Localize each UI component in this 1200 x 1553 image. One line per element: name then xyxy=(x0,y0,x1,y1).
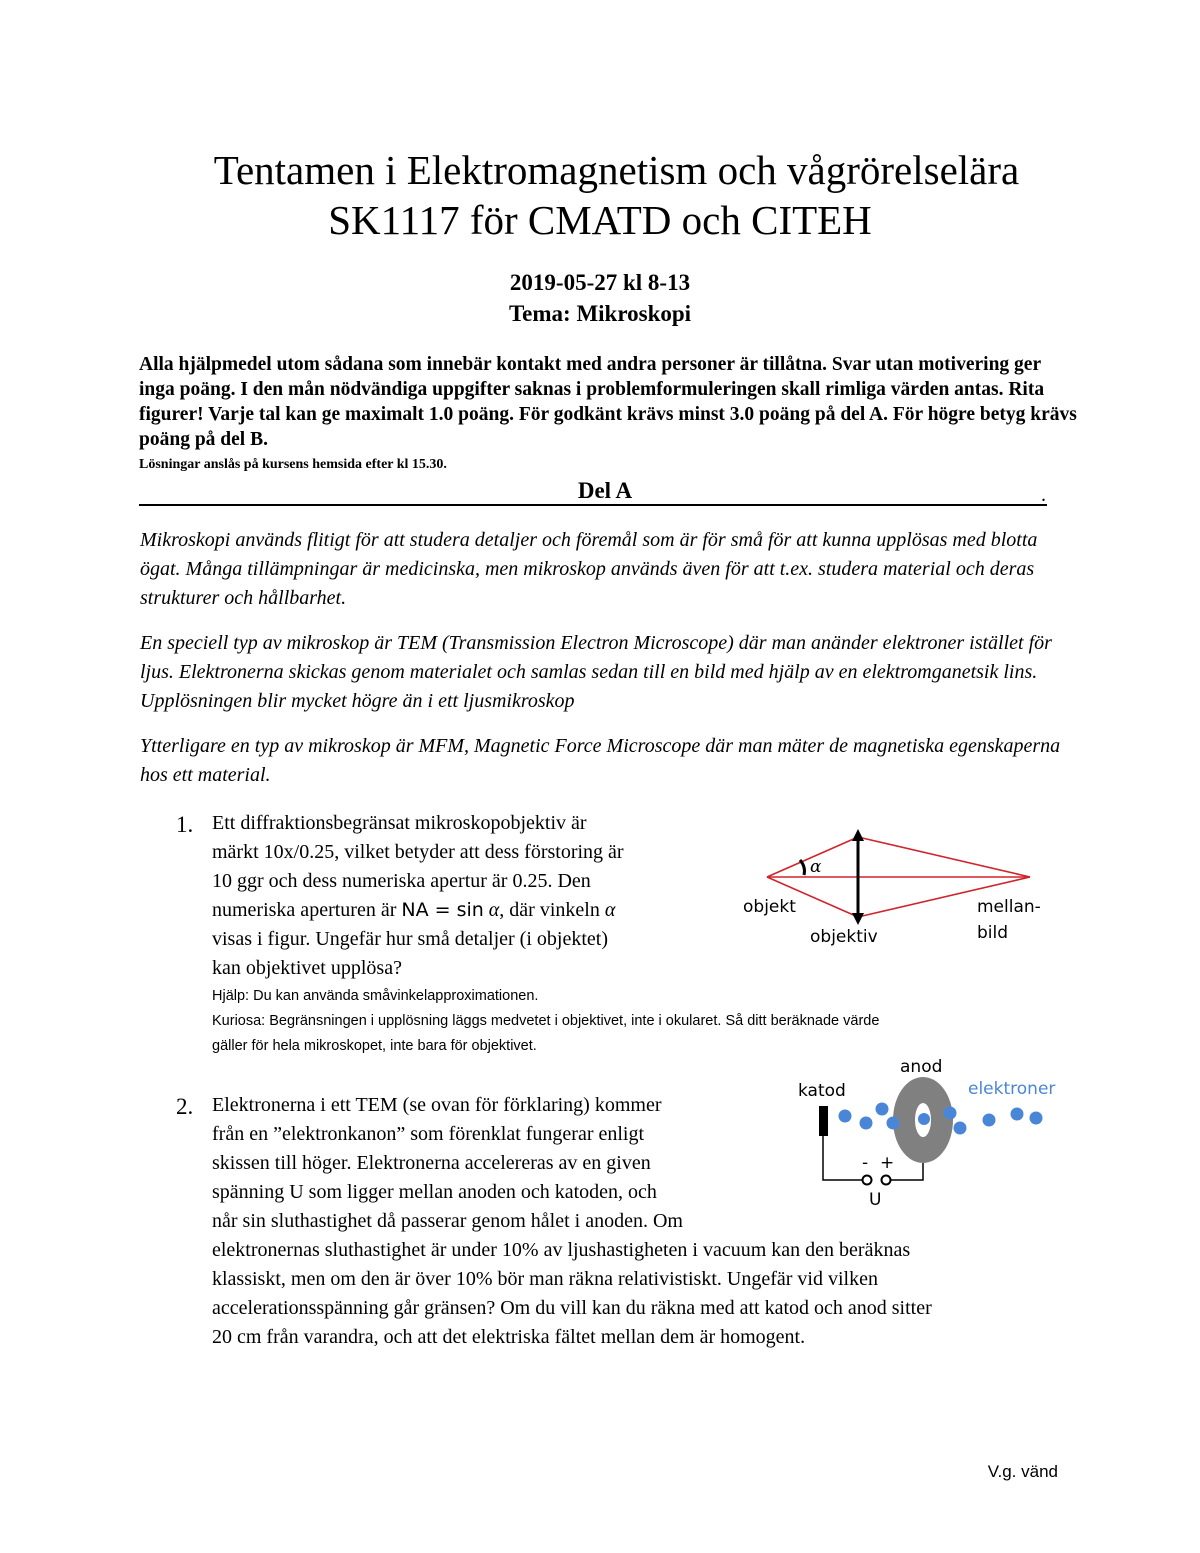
lens-diagram xyxy=(730,820,1050,960)
electron-dot xyxy=(1011,1108,1024,1121)
wire-right xyxy=(891,1163,923,1180)
electron-gun-diagram xyxy=(790,1050,1080,1210)
ray-upper-right xyxy=(858,837,1030,877)
figure-alpha-label: α xyxy=(810,857,822,877)
instructions-text: Alla hjälpmedel utom sådana som innebär kontakt med andra personer är tillåtna. Svar utan motivering ger inga poäng. I den mån nödvändiga uppgifter saknas i problemformuleringen skall rimliga värden antas. Rita figurer! Varje tal kan ge maximalt 1.0 poäng. För godkänt krävs minst 3.0 poäng på del A. För högre betyg krävs poäng på del B. xyxy=(139,354,1077,450)
question-1-line-4-end: , där vinkeln xyxy=(499,899,600,921)
wire-left xyxy=(823,1136,862,1180)
exam-title-line-1: Tentamen i Elektromagnetism och vågrörelselära xyxy=(213,147,1020,193)
question-2-line-5: når sin sluthastighet då passerar genom hålet i anoden. Om xyxy=(212,1210,683,1232)
exam-theme: Tema: Mikroskopi xyxy=(508,301,692,326)
na-formula: NA = sin xyxy=(401,899,484,921)
question-1-help: Hjälp: Du kan använda småvinkelapproximationen. xyxy=(212,988,539,1004)
question-1-line-5: visas i figur. Ungefär hur små detaljer (i objektet) xyxy=(212,928,608,950)
question-2-number: 2. xyxy=(176,1094,194,1119)
question-2-line-6: elektronernas sluthastighet är under 10% av ljushastigheten i vacuum kan den beräknas xyxy=(212,1239,911,1261)
section-rule xyxy=(139,504,1047,506)
section-trailing-dot: . xyxy=(1041,484,1046,506)
cathode xyxy=(819,1106,828,1136)
question-1-line-6: kan objektivet upplösa? xyxy=(212,957,402,979)
electron-dot xyxy=(983,1114,996,1127)
electron-dot xyxy=(954,1122,967,1135)
question-2-line-4: spänning U som ligger mellan anoden och katoden, och xyxy=(212,1181,657,1203)
question-2-line-7: klassiskt, men om den är över 10% bör man räkna relativistiskt. Ungefär vid vilken xyxy=(212,1268,878,1290)
question-1-number: 1. xyxy=(176,812,194,837)
figure-katod-label: katod xyxy=(798,1081,846,1101)
section-heading: Del A xyxy=(577,478,633,503)
question-2-line-2: från en ”elektronkanon” som förenklat fungerar enligt xyxy=(212,1123,645,1145)
question-1-curiosity-line-2: gäller för hela mikroskopet, inte bara för objektivet. xyxy=(212,1038,537,1054)
question-2-line-1: Elektronerna i ett TEM (se ovan för förklaring) kommer xyxy=(212,1094,662,1116)
electron-dot xyxy=(887,1117,900,1130)
figure-objektiv-label: objektiv xyxy=(810,927,878,947)
figure-mellanbild-label-1: mellan- xyxy=(977,897,1041,917)
terminal-plus xyxy=(882,1176,891,1185)
figure-elektroner-label: elektroner xyxy=(968,1079,1056,1099)
electron-dot xyxy=(876,1103,889,1116)
electron-dot xyxy=(860,1117,873,1130)
intro-paragraph-3: Ytterligare en typ av mikroskop är MFM, Magnetic Force Microscope där man mäter de magnetiska egenskaperna hos ett material. xyxy=(140,735,1061,786)
exam-date: 2019-05-27 kl 8-13 xyxy=(509,270,691,295)
intro-paragraph-2: En speciell typ av mikroskop är TEM (Transmission Electron Microscope) där man anänder elektroner istället för ljus. Elektronerna skickas genom materialet och samlas sedan till en bild med hjälp av en elektromganetsik lins. Upplösningen blir mycket högre än i ett ljusmikroskop xyxy=(140,632,1052,712)
electron-dot xyxy=(839,1110,852,1123)
alpha-symbol-2: α xyxy=(604,899,616,921)
question-1-line-4-start: numeriska aperturen är xyxy=(212,899,397,921)
lens-arrow-up-icon xyxy=(852,829,864,841)
page-footer: V.g. vänd xyxy=(987,1462,1058,1481)
question-1-line-4 xyxy=(212,896,615,925)
exam-title-line-2: SK1117 för CMATD och CITEH xyxy=(328,197,872,243)
electron-dot xyxy=(918,1113,930,1125)
angle-arc xyxy=(800,860,805,875)
question-2-line-9: 20 cm från varandra, och att det elektriska fältet mellan dem är homogent. xyxy=(212,1326,806,1348)
figure-minus-label: - xyxy=(862,1153,869,1173)
question-1-line-3: 10 ggr och dess numeriska apertur är 0.25. Den xyxy=(212,870,591,892)
lens-arrow-down-icon xyxy=(852,913,864,925)
electron-dot xyxy=(944,1107,957,1120)
alpha-symbol: α xyxy=(488,899,500,921)
terminal-minus xyxy=(863,1176,872,1185)
figure-objekt-label: objekt xyxy=(743,897,796,917)
figure-voltage-label: U xyxy=(869,1190,882,1210)
solutions-note: Lösningar anslås på kursens hemsida efter kl 15.30. xyxy=(139,457,447,472)
figure-plus-label: + xyxy=(880,1153,895,1173)
intro-paragraph-1: Mikroskopi används flitigt för att studera detaljer och föremål som är för små för att kunna upplösas med blotta ögat. Många tillämpningar är medicinska, men mikroskop används även för att t.ex. studera material och deras strukturer och hållbarhet. xyxy=(140,529,1038,609)
question-2-line-8: accelerationsspänning går gränsen? Om du vill kan du räkna med att katod och anod sitter xyxy=(212,1297,932,1319)
figure-anod-label: anod xyxy=(900,1057,943,1077)
question-1-line-1: Ett diffraktionsbegränsat mikroskopobjektiv är xyxy=(212,812,587,834)
question-2-line-3: skissen till höger. Elektronerna accelereras av en given xyxy=(212,1152,651,1174)
question-1-curiosity-line-1: Kuriosa: Begränsningen i upplösning läggs medvetet i objektivet, inte i okularet. Så ditt beräknade värde xyxy=(212,1013,880,1029)
question-1-line-2: märkt 10x/0.25, vilket betyder att dess förstoring är xyxy=(212,841,624,863)
electron-dot xyxy=(1030,1112,1043,1125)
figure-mellanbild-label-2: bild xyxy=(977,923,1009,943)
